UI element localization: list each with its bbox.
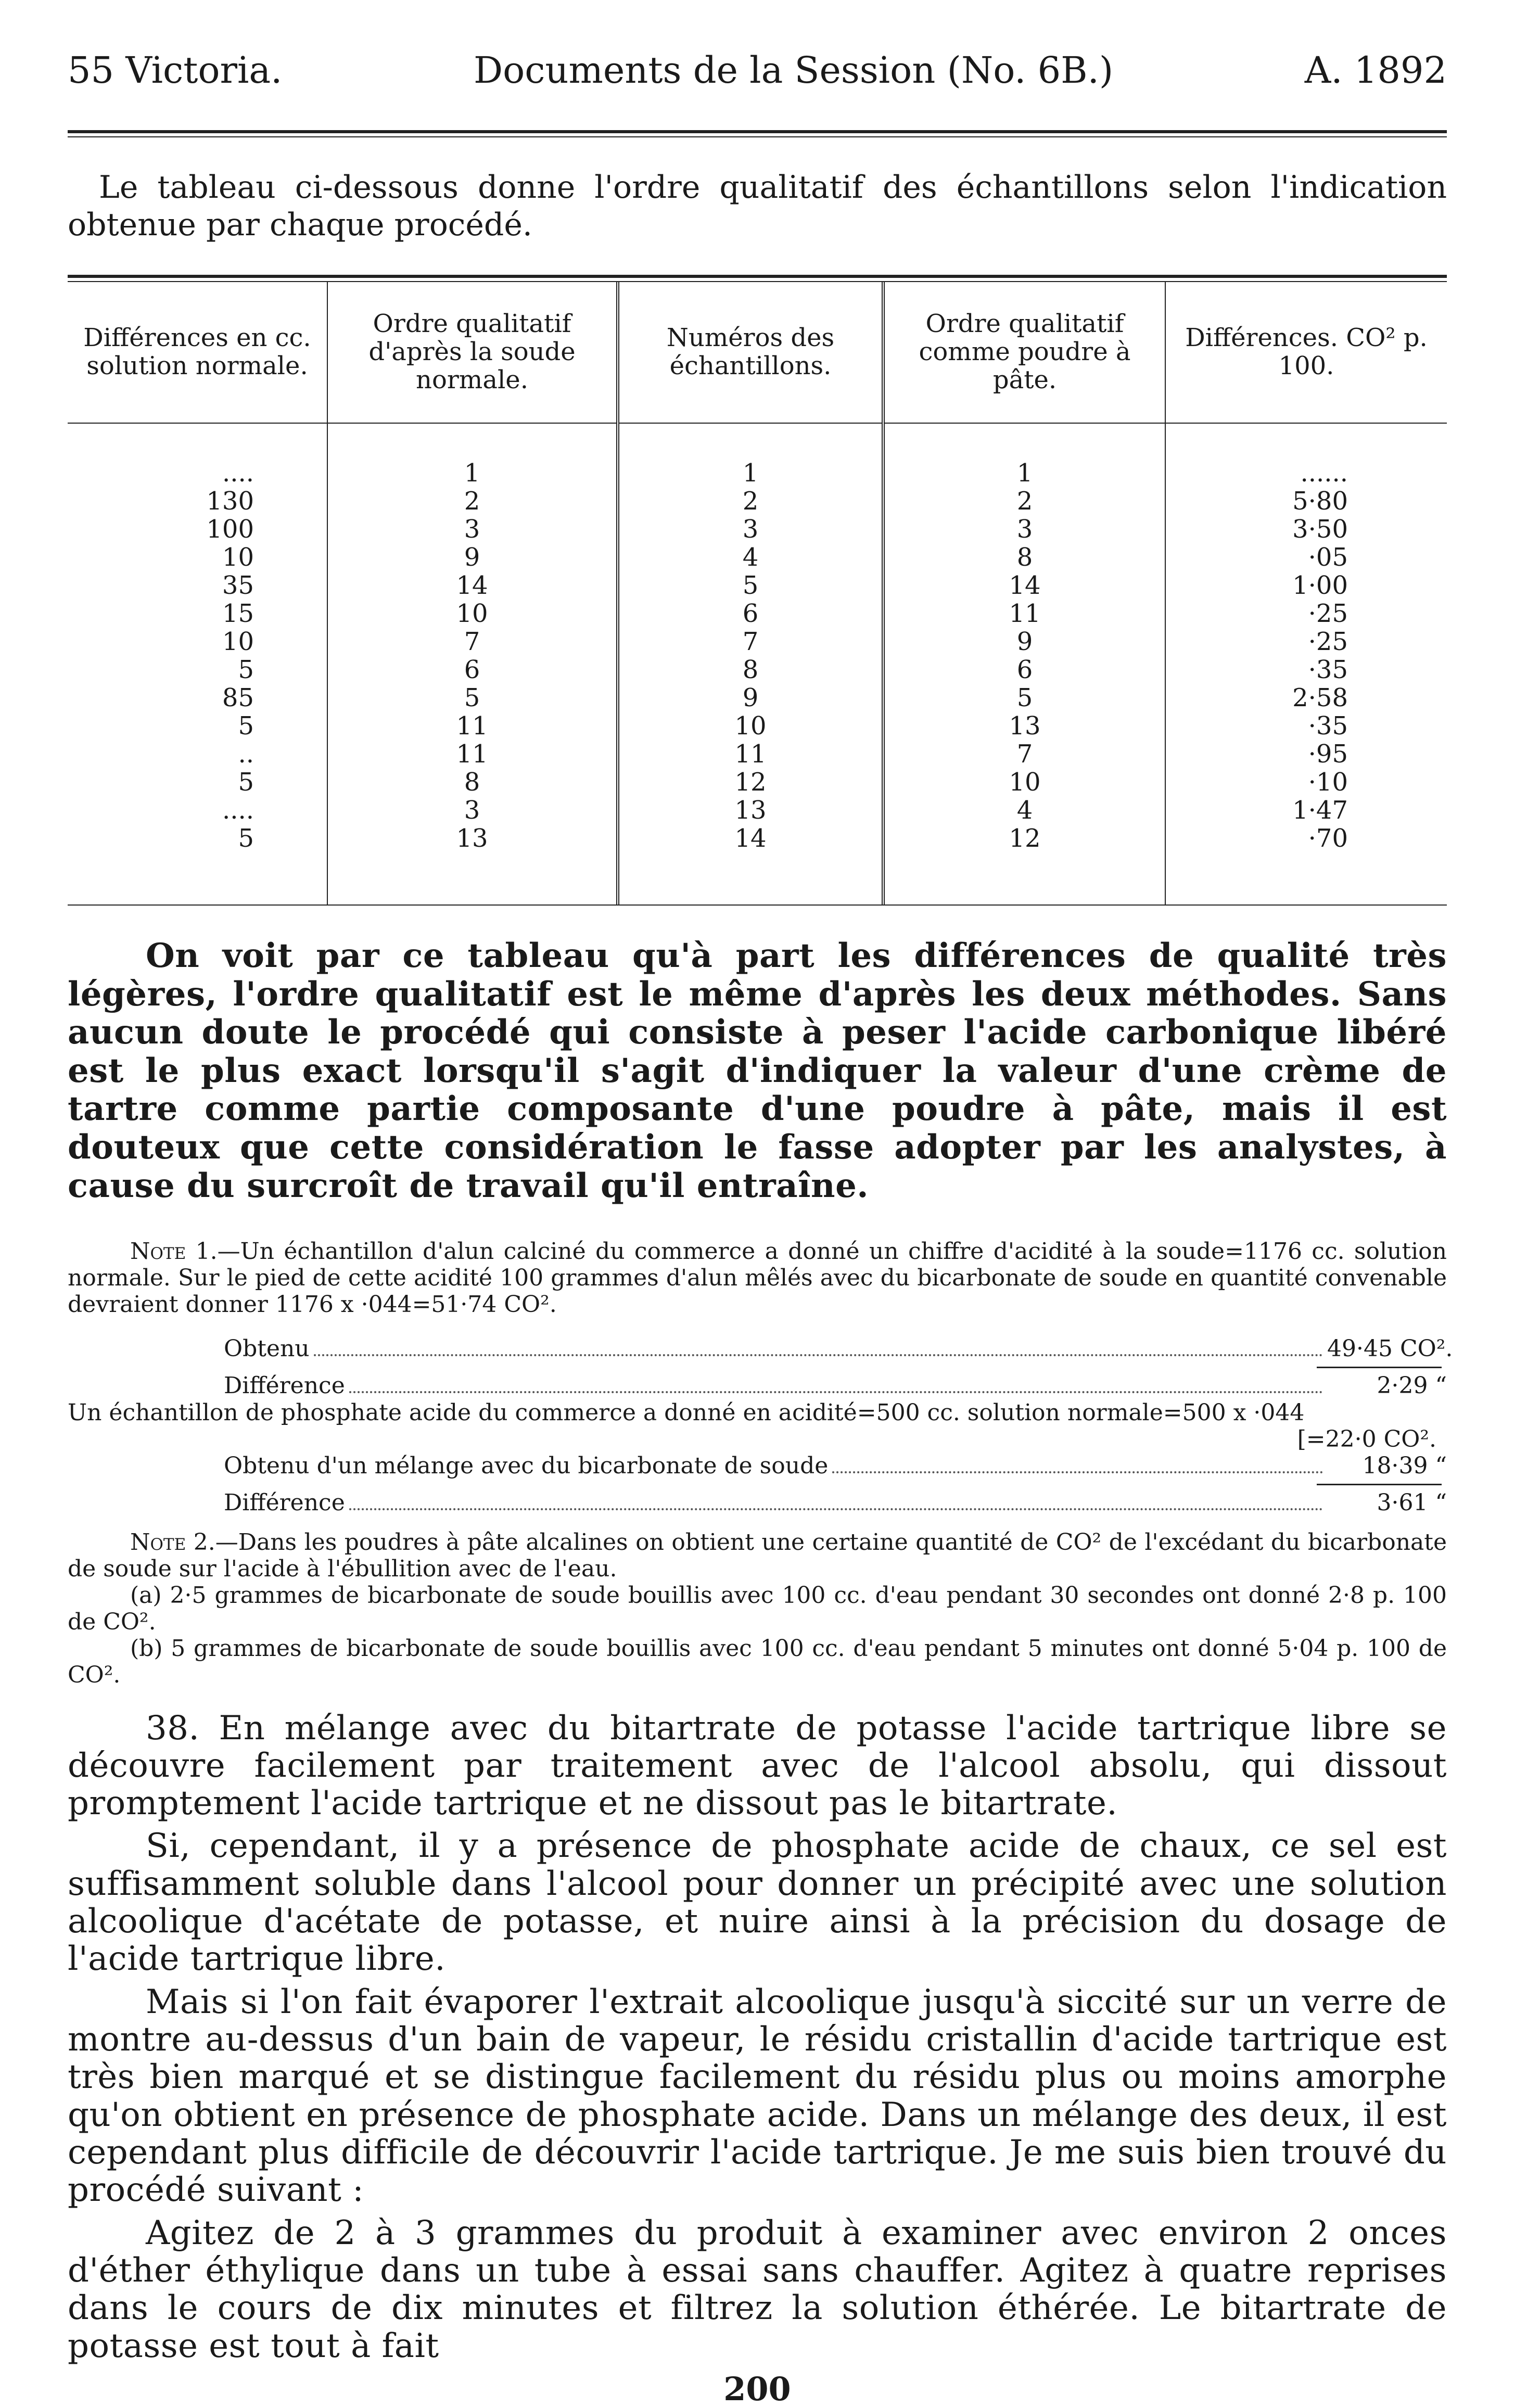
obtenu-row bbox=[68, 1335, 1453, 1362]
table-cell: 13 bbox=[734, 796, 767, 825]
table-header-cell: Numéros des échantillons. bbox=[666, 323, 835, 380]
conclusion-paragraph: On voit par ce tableau qu'à part les différences de qualité très légères, l'ordre qualitatif est le même d'après les deux méthodes. Sans aucun doute le procédé qui consiste à peser l'acide carbonique libéré est le plus exact lorsqu'il s'agit d'indiquer la valeur d'une crème de tartre comme partie composante d'une poudre à pâte, mais il est douteux que cette considération le fasse adopter par les analystes, à cause du surcroît de travail qu'il entraîne. bbox=[68, 936, 1447, 1205]
table-cell: 7 bbox=[742, 627, 759, 656]
section-38-paragraph-2: Si, cependant, il y a présence de phosphate acide de chaux, ce sel est suffisamment soluble dans l'alcool pour donner un précipité avec une solution alcoolique d'acétate de potasse, et nuire ainsi à la précision du dosage de l'acide tartrique libre. bbox=[68, 1827, 1447, 1979]
table-cell: 1 bbox=[464, 458, 480, 488]
phosphate-continuation: [=22·0 CO². bbox=[1297, 1426, 1436, 1453]
difference-label: Différence bbox=[224, 1372, 345, 1399]
table-column-3 bbox=[619, 282, 885, 904]
melange-label: Obtenu d'un mélange avec du bicarbonate de soude bbox=[224, 1453, 829, 1480]
note-2-b: (b) 5 grammes de bicarbonate de soude bouillis avec 100 cc. d'eau pendant 5 minutes ont donné 5·04 p. 100 de CO². bbox=[68, 1635, 1447, 1689]
table-cell: 11 bbox=[456, 740, 488, 769]
table-top-rule bbox=[68, 275, 1447, 282]
table-column-2 bbox=[328, 282, 619, 904]
table-cell: 3 bbox=[742, 515, 759, 544]
table-cell: 5 bbox=[1016, 683, 1033, 712]
table-cell: 6 bbox=[742, 599, 759, 628]
header-left: 55 Victoria. bbox=[68, 49, 283, 92]
table-cell: 8 bbox=[464, 768, 480, 797]
table-cell: 10 bbox=[1009, 768, 1041, 797]
table-cell: ·10 bbox=[1308, 768, 1348, 797]
table-header-cell: Différences en cc. solution normale. bbox=[83, 323, 311, 380]
table-cell: 7 bbox=[1016, 740, 1033, 769]
phosphate-text: Un échantillon de phosphate acide du commerce a donné en acidité=500 cc. solution normale=500 x ·044 bbox=[68, 1399, 1305, 1426]
table-cell: 1 bbox=[1016, 458, 1033, 488]
header-right: A. 1892 bbox=[1304, 49, 1447, 92]
melange-row bbox=[68, 1453, 1447, 1480]
table-cell: 2·58 bbox=[1292, 683, 1348, 712]
difference-value: 2·29 “ bbox=[1377, 1372, 1447, 1399]
table-cell: 13 bbox=[456, 824, 488, 853]
note-2 bbox=[68, 1529, 1447, 1688]
qualitative-order-table bbox=[68, 282, 1447, 904]
obtenu-label: Obtenu bbox=[224, 1335, 310, 1362]
table-cell: 3 bbox=[464, 796, 480, 825]
table-cell: 6 bbox=[464, 655, 480, 684]
table-cell: 14 bbox=[734, 824, 767, 853]
table-cell: ·35 bbox=[1308, 655, 1348, 684]
table-cell: ·05 bbox=[1308, 543, 1348, 572]
note-2-a: (a) 2·5 grammes de bicarbonate de soude bouillis avec 100 cc. d'eau pendant 30 secondes ont donné 2·8 p. 100 de CO². bbox=[68, 1582, 1447, 1636]
section-38-paragraph-1: 38. En mélange avec du bitartrate de potasse l'acide tartrique libre se découvre facilement par traitement avec de l'alcool absolu, qui dissout promptement l'acide tartrique et ne dissout pas le bitartrate. bbox=[68, 1709, 1447, 1823]
table-column-5 bbox=[1166, 282, 1447, 904]
table-cell: 14 bbox=[1009, 571, 1041, 600]
table-cell: ·25 bbox=[1308, 627, 1348, 656]
table-cell: 3 bbox=[464, 515, 480, 544]
table-cell: 1·00 bbox=[1292, 571, 1348, 600]
table-cell: 11 bbox=[456, 711, 488, 741]
table-cell: 5 bbox=[742, 571, 759, 600]
section-38-paragraph-3: Mais si l'on fait évaporer l'extrait alcoolique jusqu'à siccité sur un verre de montre au-dessus d'un bain de vapeur, le résidu cristallin d'acide tartrique est très bien marqué et se distingue facilement du résidu plus ou moins amorphe qu'on obtient en présence de phosphate acide. Dans un mélange des deux, il est cependant plus difficile de découvrir l'acide tartrique. Je me suis bien trouvé du procédé suivant : bbox=[68, 1982, 1447, 2210]
section-38-paragraph-4: Agitez de 2 à 3 grammes du produit à examiner avec environ 2 onces d'éther éthylique dans un tube à essai sans chauffer. Agitez à quatre reprises dans le cours de dix minutes et filtrez la solution éthérée. Le bitartrate de potasse est tout à fait bbox=[68, 2213, 1447, 2365]
table-cell: .. bbox=[238, 740, 254, 769]
table-cell: ·35 bbox=[1308, 711, 1348, 741]
note-2-text: —Dans les poudres à pâte alcalines on obtient une certaine quantité de CO² de l'excédant du bicarbonate de soude sur l'acide à l'ébullition avec de l'eau. bbox=[68, 1529, 1447, 1583]
table-header-cell: Ordre qualitatif comme poudre à pâte. bbox=[919, 309, 1131, 394]
table-cell: 2 bbox=[464, 487, 480, 516]
table-cell: ...... bbox=[1300, 458, 1348, 488]
table-cell: 5·80 bbox=[1292, 487, 1348, 516]
page-number: 200 bbox=[723, 2369, 791, 2408]
table-cell: 130 bbox=[206, 487, 254, 516]
note-1-label: Note 1. bbox=[130, 1238, 218, 1265]
table-cell: 10 bbox=[222, 543, 254, 572]
table-cell: 9 bbox=[742, 683, 759, 712]
table-cell: 12 bbox=[1009, 824, 1041, 853]
header-rule bbox=[68, 130, 1447, 137]
table-bottom-rule bbox=[68, 904, 1447, 906]
table-cell: 4 bbox=[742, 543, 759, 572]
intro-paragraph: Le tableau ci-dessous donne l'ordre qualitatif des échantillons selon l'indication obtenue par chaque procédé. bbox=[68, 169, 1447, 243]
table-cell: 5 bbox=[464, 683, 480, 712]
table-cell: 2 bbox=[1016, 487, 1033, 516]
table-cell: 1·47 bbox=[1292, 796, 1348, 825]
table-column-4 bbox=[885, 282, 1166, 904]
table-cell: ·95 bbox=[1308, 740, 1348, 769]
table-cell: 5 bbox=[238, 711, 254, 741]
table-cell: 11 bbox=[734, 740, 767, 769]
table-cell: 14 bbox=[456, 571, 488, 600]
table-cell: 9 bbox=[464, 543, 480, 572]
table-header-cell: Différences. CO² p. 100. bbox=[1185, 323, 1428, 380]
table-column-1 bbox=[68, 282, 328, 904]
table-cell: 85 bbox=[222, 683, 254, 712]
table-cell: 35 bbox=[222, 571, 254, 600]
table-cell: .... bbox=[222, 796, 254, 825]
table-header-cell: Ordre qualitatif d'après la soude normale. bbox=[368, 309, 576, 394]
table-cell: 3·50 bbox=[1292, 515, 1348, 544]
melange-value: 18·39 “ bbox=[1362, 1453, 1447, 1480]
table-cell: 9 bbox=[1016, 627, 1033, 656]
table-cell: ·70 bbox=[1308, 824, 1348, 853]
table-cell: 5 bbox=[238, 824, 254, 853]
table-cell: 12 bbox=[734, 768, 767, 797]
document-page bbox=[68, 49, 1453, 2408]
table-cell: 13 bbox=[1009, 711, 1041, 741]
header-center: Documents de la Session (No. 6B.) bbox=[473, 49, 1114, 92]
difference-row bbox=[68, 1372, 1447, 1399]
difference2-value: 3·61 “ bbox=[1377, 1489, 1447, 1517]
difference2-label: Différence bbox=[224, 1489, 345, 1517]
table-cell: 8 bbox=[1016, 543, 1033, 572]
table-cell: 15 bbox=[222, 599, 254, 628]
table-cell: 10 bbox=[222, 627, 254, 656]
table-cell: 100 bbox=[206, 515, 254, 544]
table-cell: 1 bbox=[742, 458, 759, 488]
note-1-calculation bbox=[68, 1335, 1453, 1517]
note-1 bbox=[68, 1238, 1447, 1318]
table-cell: .... bbox=[222, 458, 254, 488]
table-cell: 10 bbox=[734, 711, 767, 741]
obtenu-value: 49·45 CO². bbox=[1327, 1335, 1453, 1362]
difference2-row bbox=[68, 1489, 1447, 1517]
table-cell: 7 bbox=[464, 627, 480, 656]
table-cell: 11 bbox=[1009, 599, 1041, 628]
table-cell: 5 bbox=[238, 655, 254, 684]
table-cell: 6 bbox=[1016, 655, 1033, 684]
table-cell: 4 bbox=[1016, 796, 1033, 825]
note-1-text: —Un échantillon d'alun calciné du commerce a donné un chiffre d'acidité à la soude=1176 cc. solution normale. Sur le pied de cette acidité 100 grammes d'alun mêlés avec du bicarbonate de soude en quantité convenable devraient donner 1176 x ·044=51·74 CO². bbox=[68, 1238, 1447, 1318]
running-header bbox=[68, 49, 1447, 92]
note-2-label: Note 2. bbox=[130, 1529, 215, 1556]
table-cell: 10 bbox=[456, 599, 488, 628]
table-cell: 5 bbox=[238, 768, 254, 797]
table-cell: 8 bbox=[742, 655, 759, 684]
table-cell: ·25 bbox=[1308, 599, 1348, 628]
table-cell: 2 bbox=[742, 487, 759, 516]
table-cell: 3 bbox=[1016, 515, 1033, 544]
